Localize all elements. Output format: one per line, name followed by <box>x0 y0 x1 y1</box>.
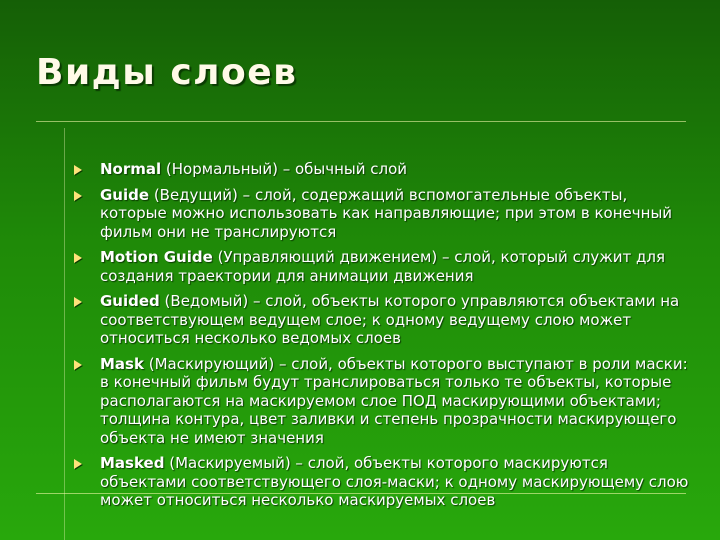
layer-term: Motion Guide <box>100 248 213 266</box>
bullet-arrow-icon <box>74 360 82 370</box>
title-divider-line <box>36 121 686 122</box>
bullet-arrow-icon <box>74 297 82 307</box>
bullet-arrow-icon <box>74 165 82 175</box>
layer-description: (Ведущий) – слой, содержащий вспомогательные объекты, которые можно использовать как направляющие; при этом в конечный фильм они не транслируются <box>100 185 673 241</box>
bullet-arrow-icon <box>74 459 82 469</box>
bullet-list <box>74 160 694 517</box>
layer-description: (Ведомый) – слой, объекты которого управляются объектами на соответствующем ведущем слое; к одному ведущему слою может относиться несколько ведомых слоев <box>100 292 680 347</box>
layer-description: (Управляющий движением) – слой, который служит для создания траектории для анимации движения <box>100 248 666 285</box>
list-item <box>74 454 694 510</box>
bullet-arrow-icon <box>74 253 82 263</box>
list-item <box>74 186 694 242</box>
list-item <box>74 160 694 179</box>
layer-term: Masked <box>100 454 165 472</box>
slide-title: Виды слоев <box>36 52 298 93</box>
list-item <box>74 292 694 348</box>
layer-term: Guide <box>100 185 150 204</box>
bullet-arrow-icon <box>74 191 82 201</box>
layer-term: Normal <box>100 160 162 178</box>
layer-description: (Маскируемый) – слой, объекты которого маскируются объектами соответствующего слоя-маски; к одному маскирующему слою может относиться несколько маскируемых слоев <box>100 454 689 509</box>
layer-description: (Нормальный) – обычный слой <box>161 160 408 178</box>
layer-term: Mask <box>100 354 144 373</box>
list-item <box>74 355 694 448</box>
layer-description: (Маскирующий) – слой, объекты которого выступают в роли маски: в конечный фильм будут транслироваться только те объекты, которые располагаются на маскируемом слое ПОД маскирующими объектами; толщина контура, цвет заливки и степень прозрачности маскирующего объекта не имеют значения <box>100 354 688 447</box>
list-item <box>74 248 694 285</box>
layer-term: Guided <box>100 292 160 310</box>
decorative-vertical-line <box>64 128 65 540</box>
